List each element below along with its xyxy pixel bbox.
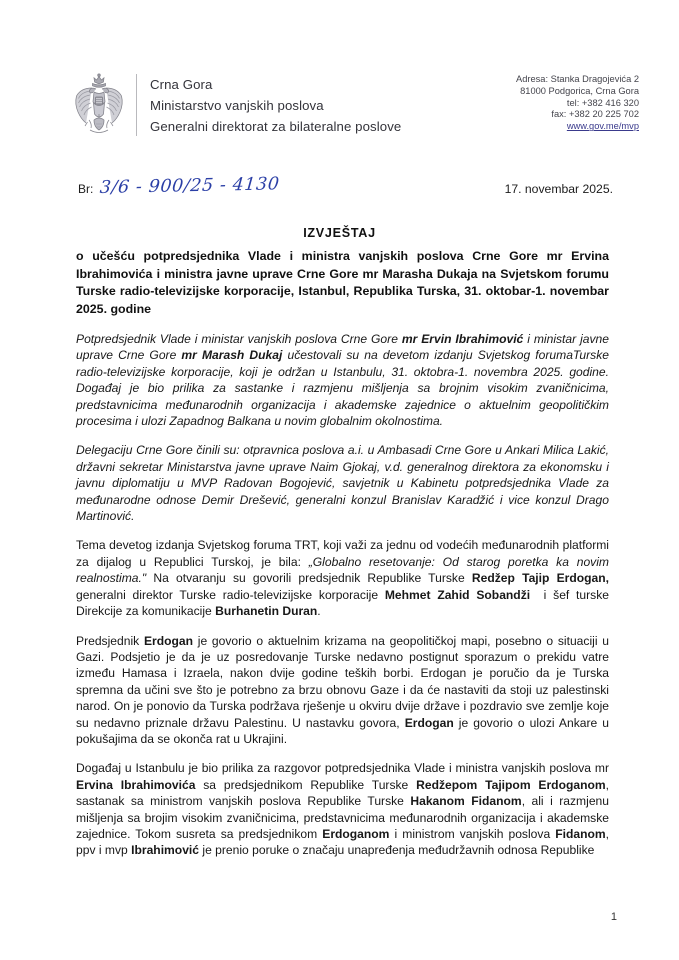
- letterhead-left: [72, 72, 401, 138]
- contact-tel: tel: +382 416 320: [566, 97, 639, 108]
- document-body: [76, 331, 609, 872]
- paragraph-delegation: Delegaciju Crne Gore činili su: otpravnica poslova a.i. u Ambasadi Crne Gore u Ankari Milica Lakić, državni sekretar Ministarstva javne uprave Naim Gjokaj, v.d. generalnog direktora za ekonomsku i javnu diplomatiju u MVP Radovan Bogojević, savjetnik u Kabinetu potpredsjednika Vlade za međunarodne odnose Demir Drešević, generalni konzul Branislav Karadžić i vice konzul Drago Martinović.: [76, 443, 609, 524]
- reference-handwritten-value: 3/6 - 900/25 - 4130: [99, 174, 281, 198]
- letterhead: [72, 72, 639, 138]
- contact-address-city: 81000 Podgorica, Crna Gora: [520, 85, 639, 96]
- reference-date-row: [78, 174, 613, 198]
- document-date: 17. novembar 2025.: [504, 182, 613, 196]
- paragraph-erdogan-speech: Predsjednik Erdogan je govorio o aktuelnim krizama na geopolitičkoj mapi, posebno o situaciji u Gazi. Podsjetio je da je uz posredovanje Turske nedavno postignut sporazum o prekidu vatre između Hamasa i Izraela, nakon dvije godine teških borbi. Erdogan je poručio da je Turska spremna da učini sve što je potrebno za brzu obnovu Gaze i da će nastaviti da stoji uz palestinski narod. On je ponovio da Turska podržava rješenje u okviru dvije države i pozdravio sve zemlje koje su nedavno priznale državu Palestinu. U nastavku govora, Erdogan je govorio o ulozi Ankare u pokušajima da se okonča rat u Ukrajini.: [76, 633, 610, 746]
- page-number: 1: [610, 911, 617, 923]
- paragraph-participation: Potpredsjednik Vlade i ministar vanjskih poslova Crne Gore mr Ervin Ibrahimović i ministar javne uprave Crne Gore mr Marash Dukaj učestovali su na devetom izdanju Svjetskog forumaTurske radio-televizijske korporacije, koji je održan u Istanbulu, 31. oktobra-1. novembra 2025. godine. Događaj je bio prilika za sastanke i razmjenu mišljenja sa brojnim visokim zvaničnicima, predstavnicima međunarodnih organizacija i akademske zajednice o aktuelnim geopolitičkim procesima i ulozi Zapadnog Balkana u novim globalnim okolnostima.: [76, 332, 610, 429]
- letterhead-divider: [136, 74, 137, 136]
- page-subtitle: o učešću potpredsjednika Vlade i ministra vanjskih poslova Crne Gore mr Ervina Ibrahimovića i ministra javne uprave Crne Gore mr Marasha Dukaja na Svjetskom forumu Turske radio-televizijske korporacije, Istanbul, Republika Turska, 31. oktobar-1. novembar 2025. godine: [76, 249, 609, 316]
- reference-number: [78, 174, 281, 198]
- organization-block: [150, 72, 401, 138]
- paragraph-istanbul-meetings: Događaj u Istanbulu je bio prilika za razgovor potpredsjednika Vlade i ministra vanjskih poslova mr Ervina Ibrahimovića sa predsjednikom Republike Turske Redžepom Tajipom Erdoganom, sastanak sa ministrom vanjskih poslova Republike Turske Hakanom Fidanom, ali i razmjenu mišljenja sa brojim visokim zvaničnicima, predstavnicima međunarodnih organizacija i akademske zajednice. Tokom susreta sa predsjednikom Erdoganom i ministrom vanjskih poslova Fidanom, ppv i mvp Ibrahimović je prenio poruke o značaju unapređenja međudržavnih odnosa Republike: [76, 761, 609, 858]
- page-title: IZVJEŠTAJ: [303, 226, 376, 240]
- org-directorate: Generalni direktorat za bilateralne poslove: [150, 119, 402, 134]
- org-country: Crna Gora: [150, 77, 213, 92]
- contact-block: [516, 72, 639, 133]
- reference-label: Br:: [78, 182, 94, 196]
- org-ministry: Ministarstvo vanjskih poslova: [150, 98, 324, 113]
- contact-fax: fax: +382 20 225 702: [551, 109, 639, 120]
- montenegro-coat-of-arms-icon: [72, 72, 126, 138]
- paragraph-forum-theme: Tema devetog izdanja Svjetskog foruma TRT, koji važi za jednu od vodećih međunarodnih platformi za dijalog u Republici Turskoj, je bila: „Globalno resetovanje: Od starog poretka ka novim realnostima." Na otvaranju su govorili predsjednik Republike Turske Redžep Tajip Erdogan, generalni direktor Turske radio-televizijske korporacije Mehmet Zahid Sobandži i šef turske Direkcije za komunikacije Burhanetin Duran.: [76, 538, 609, 619]
- contact-website-link[interactable]: www.gov.me/mvp: [566, 121, 639, 132]
- contact-address-street: Adresa: Stanka Dragojevića 2: [516, 74, 639, 84]
